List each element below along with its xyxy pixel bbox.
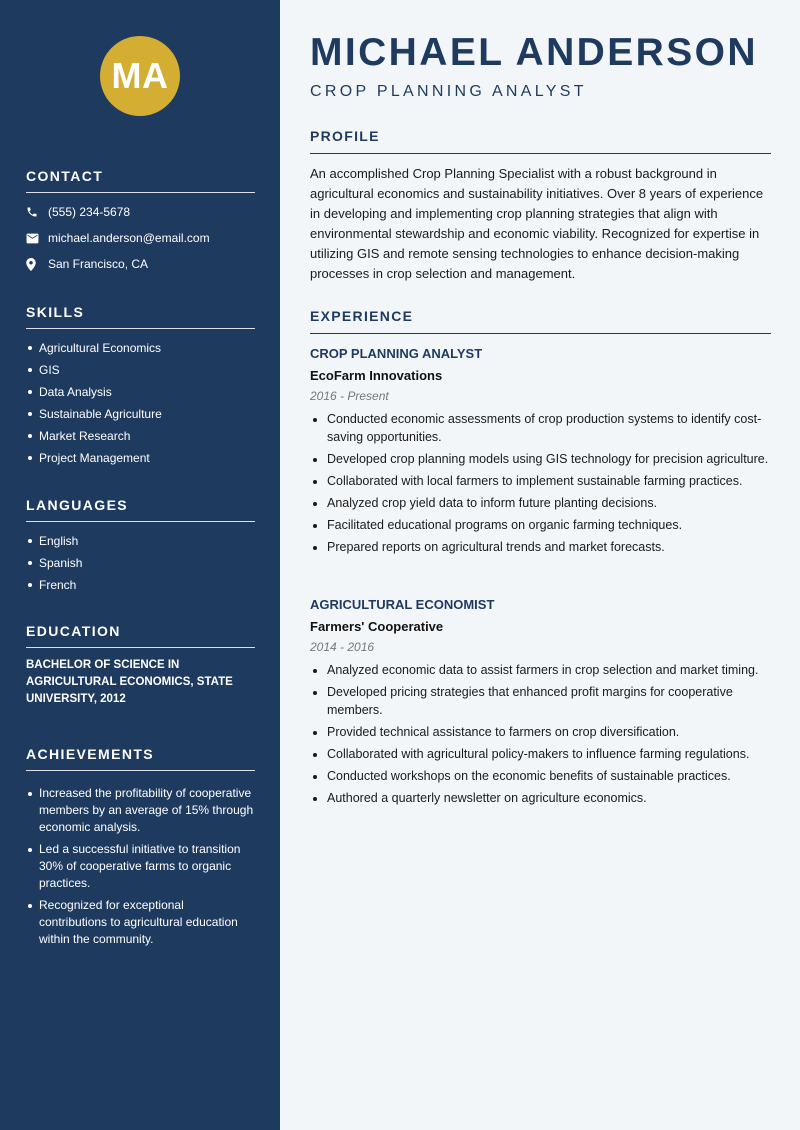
education-degree: BACHELOR OF SCIENCE IN AGRICULTURAL ECONOMICS, STATE UNIVERSITY, 2012: [26, 659, 233, 705]
skill-item: Agricultural Economics: [26, 337, 255, 359]
phone-text: (555) 234-5678: [48, 205, 131, 219]
languages-list: [26, 530, 255, 596]
job-bullet: Analyzed economic data to assist farmers in crop selection and market timing.: [310, 662, 771, 680]
job-dates: 2016 - Present: [310, 389, 389, 403]
experience-heading: EXPERIENCE: [310, 308, 771, 334]
job-title: AGRICULTURAL ECONOMIST: [310, 597, 495, 612]
location-text: San Francisco, CA: [48, 257, 149, 271]
contact-phone: [26, 199, 255, 225]
job-title: CROP PLANNING ANALYST: [310, 346, 483, 361]
avatar: [100, 36, 180, 116]
skills-section: [26, 304, 255, 469]
sidebar: [0, 0, 280, 1130]
education-heading: EDUCATION: [26, 623, 255, 648]
job-company: Farmers' Cooperative: [310, 619, 444, 634]
job-bullet: Authored a quarterly newsletter on agriculture economics.: [310, 790, 771, 808]
skills-heading: SKILLS: [26, 304, 255, 329]
job-bullets: [310, 662, 771, 807]
job-entry: [310, 597, 771, 812]
achievements-section: [26, 746, 255, 953]
job-company: EcoFarm Innovations: [310, 368, 443, 383]
language-item: French: [26, 574, 255, 596]
location-pin-icon: [26, 258, 48, 271]
job-bullet: Conducted economic assessments of crop production systems to identify cost-saving opportunities.: [310, 411, 771, 446]
languages-heading: LANGUAGES: [26, 497, 255, 522]
email-text: michael.anderson@email.com: [48, 231, 210, 245]
achievement-item: Increased the profitability of cooperative members by an average of 15% through economic analysis.: [26, 785, 255, 836]
job-bullet: Developed crop planning models using GIS technology for precision agriculture.: [310, 451, 771, 469]
language-item: Spanish: [26, 552, 255, 574]
contact-location: [26, 251, 255, 277]
job-dates: 2014 - 2016: [310, 640, 375, 654]
phone-icon: [26, 206, 48, 218]
job-bullet: Facilitated educational programs on organic farming techniques.: [310, 517, 771, 535]
skill-item: Data Analysis: [26, 381, 255, 403]
languages-section: [26, 497, 255, 596]
skill-item: GIS: [26, 359, 255, 381]
candidate-role: CROP PLANNING ANALYST: [310, 83, 587, 100]
job-entry: [310, 346, 771, 561]
contact-section: [26, 168, 255, 277]
contact-email: [26, 225, 255, 251]
achievement-item: Led a successful initiative to transition 30% of cooperative farms to organic practices.: [26, 841, 255, 892]
skills-list: [26, 337, 255, 469]
achievements-list: [26, 785, 255, 948]
achievements-heading: ACHIEVEMENTS: [26, 746, 255, 771]
job-bullet: Provided technical assistance to farmers on crop diversification.: [310, 724, 771, 742]
skill-item: Project Management: [26, 447, 255, 469]
language-item: English: [26, 530, 255, 552]
job-bullet: Developed pricing strategies that enhanced profit margins for cooperative members.: [310, 684, 771, 719]
job-bullet: Prepared reports on agricultural trends and market forecasts.: [310, 539, 771, 557]
achievement-item: Recognized for exceptional contributions to agricultural education within the community.: [26, 897, 255, 948]
mail-icon: [26, 233, 48, 244]
job-bullet: Analyzed crop yield data to inform future planting decisions.: [310, 495, 771, 513]
avatar-initials: MA: [111, 55, 169, 96]
job-bullet: Collaborated with local farmers to implement sustainable farming practices.: [310, 473, 771, 491]
job-bullets: [310, 411, 771, 556]
job-bullet: Collaborated with agricultural policy-makers to influence farming regulations.: [310, 746, 771, 764]
education-section: [26, 623, 255, 708]
skill-item: Market Research: [26, 425, 255, 447]
experience-section: [310, 308, 771, 334]
profile-heading: PROFILE: [310, 128, 771, 154]
skill-item: Sustainable Agriculture: [26, 403, 255, 425]
candidate-name: MICHAEL ANDERSON: [310, 31, 758, 74]
contact-heading: CONTACT: [26, 168, 255, 193]
profile-section: [310, 128, 771, 284]
job-bullet: Conducted workshops on the economic benefits of sustainable practices.: [310, 768, 771, 786]
profile-text: An accomplished Crop Planning Specialist with a robust background in agricultural economics and sustainability initiatives. Over 8 years of experience in developing and implementing crop planning strategies that align with environmental stewardship and economic viability. Recognized for expertise in utilizing GIS and remote sensing technologies to enhance decision-making processes in crop selection and management.: [310, 166, 764, 281]
